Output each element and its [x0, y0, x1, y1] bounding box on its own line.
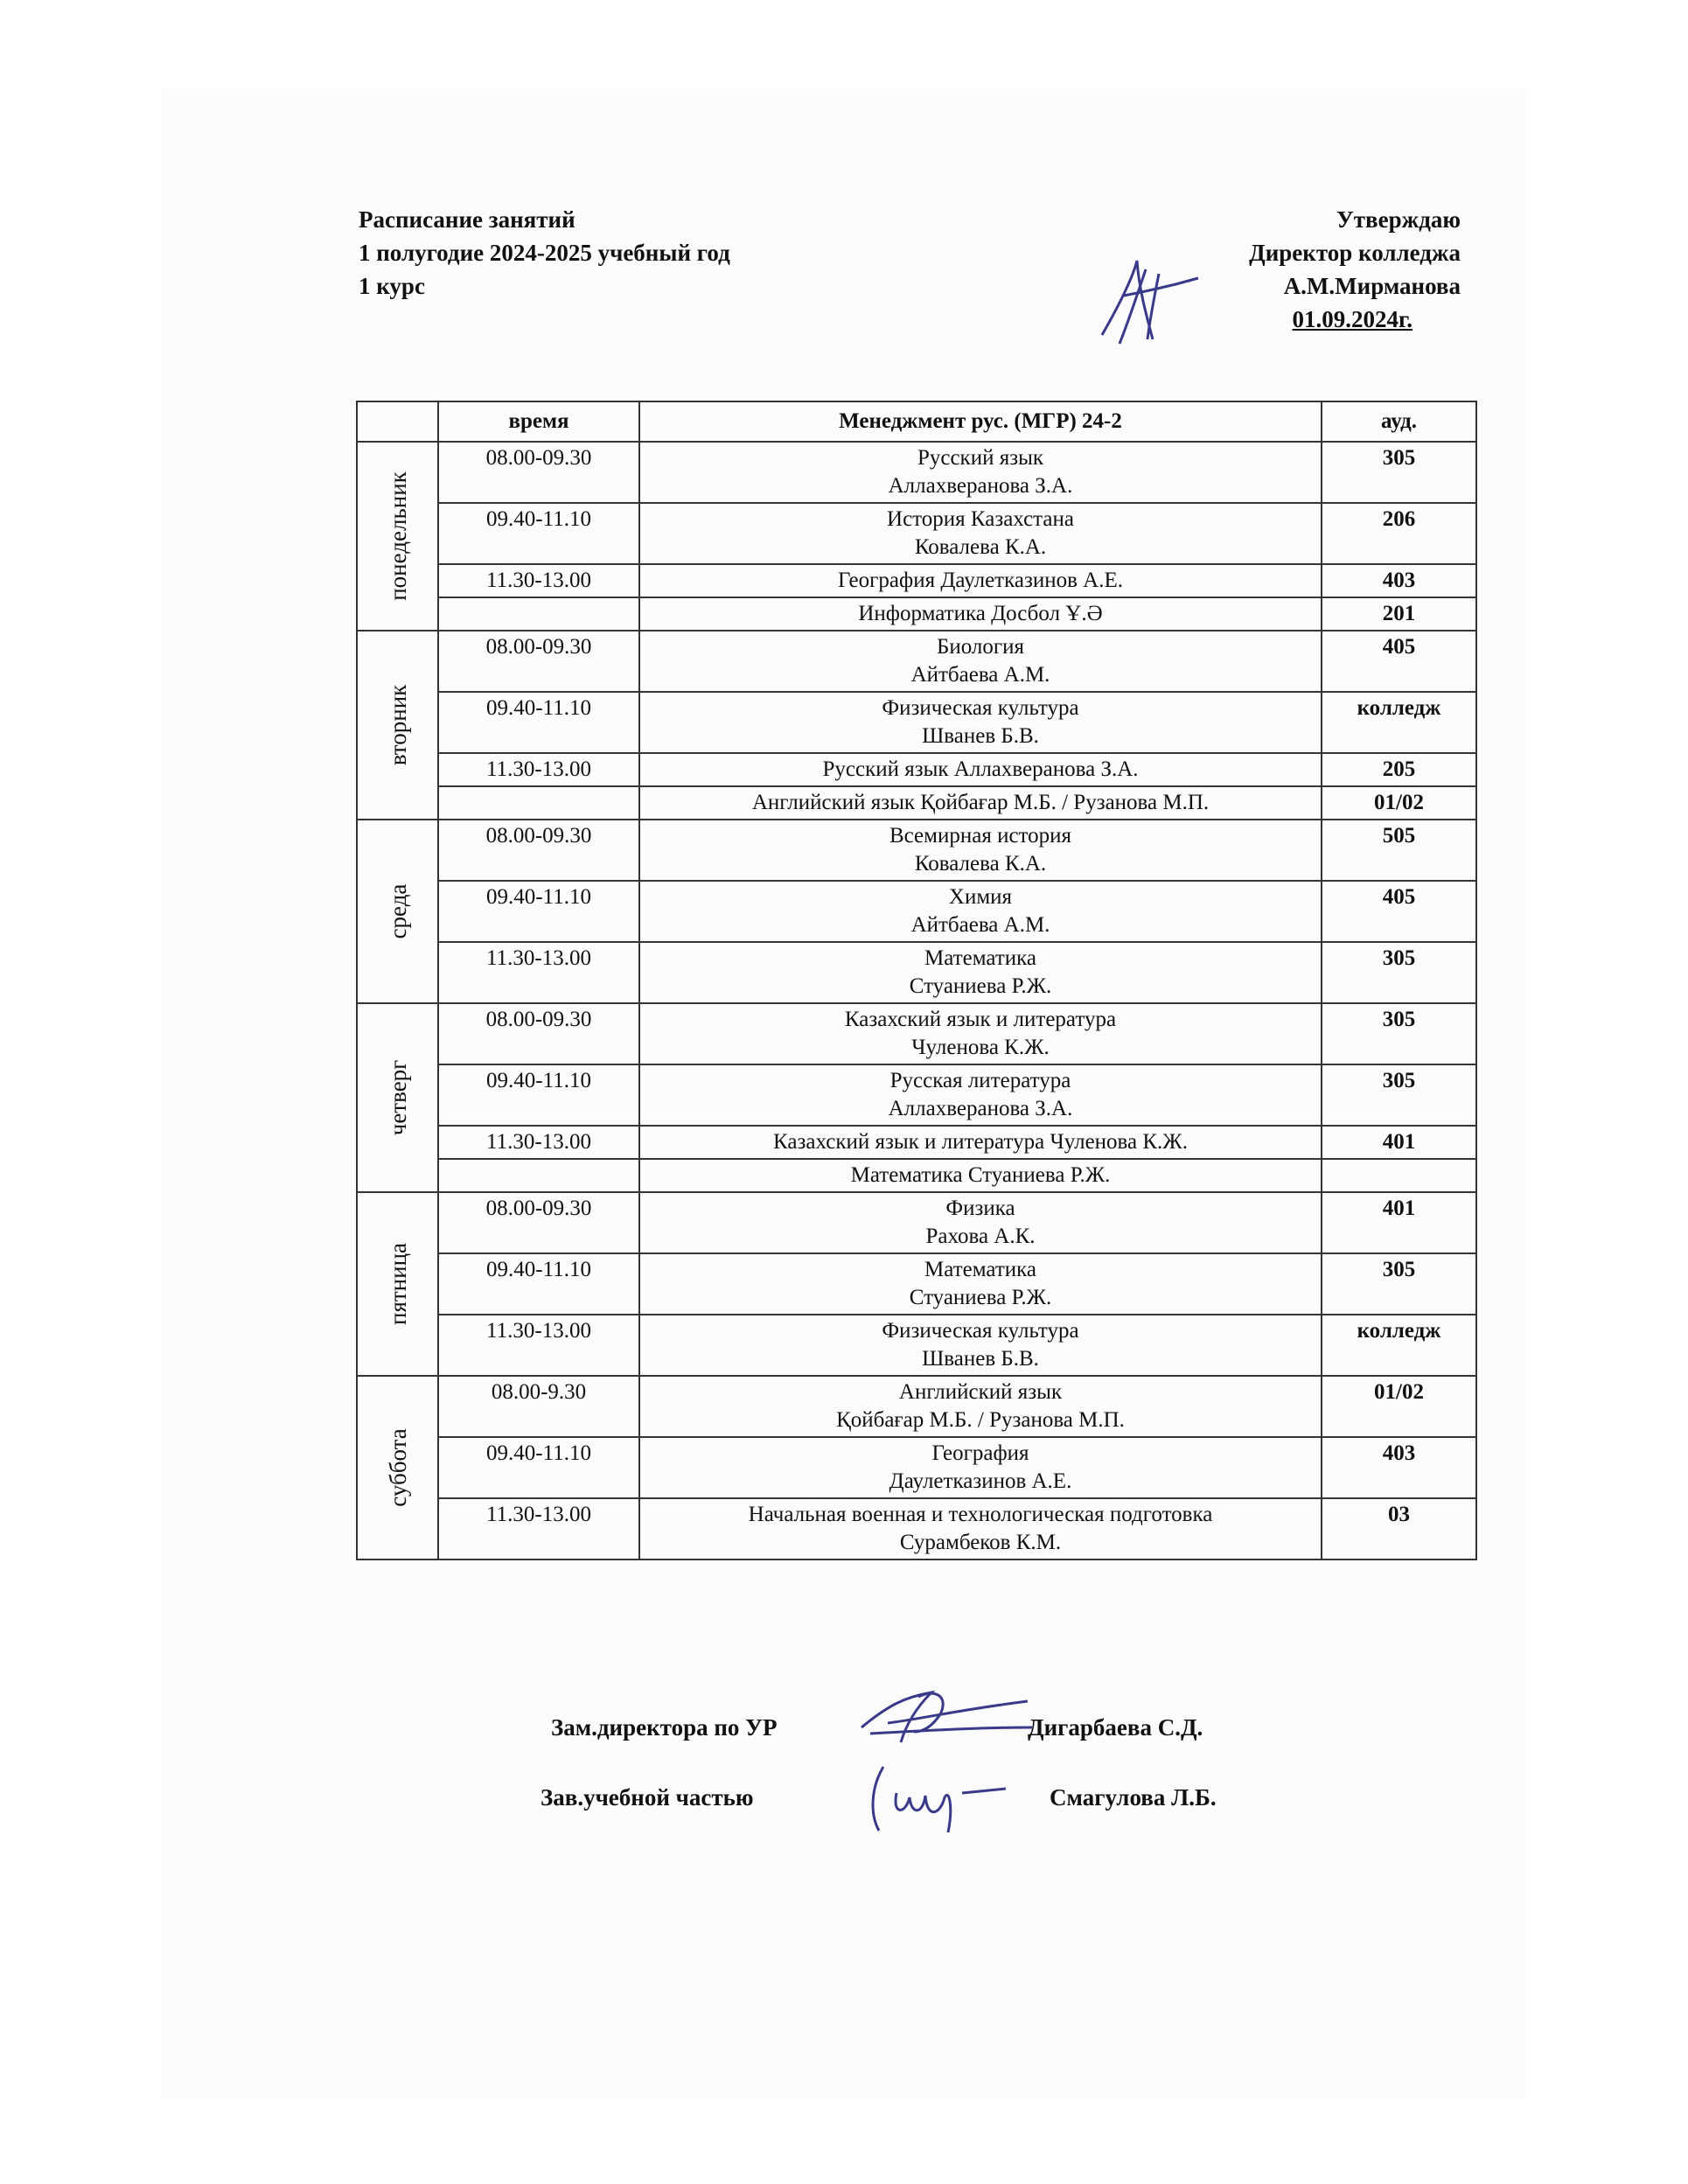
subject-cell — [639, 1253, 1322, 1315]
schedule-row — [357, 1253, 1476, 1315]
room-cell: колледж — [1322, 692, 1476, 753]
day-cell — [357, 442, 438, 631]
teacher-text: Ковалева К.А. — [914, 535, 1047, 559]
room-cell: 401 — [1322, 1126, 1476, 1159]
subject-text: История Казахстана — [887, 507, 1074, 531]
schedule-row — [357, 881, 1476, 942]
time-cell: 11.30-13.00 — [438, 1126, 639, 1159]
day-cell — [357, 1376, 438, 1560]
schedule-heading — [359, 203, 730, 303]
day-label: вторник — [384, 684, 411, 766]
schedule-row — [357, 1498, 1476, 1560]
subject-cell — [639, 597, 1322, 631]
subject-text: География — [931, 1441, 1029, 1465]
head-signature — [857, 1754, 1015, 1837]
subject-cell — [639, 1064, 1322, 1126]
teacher-text: Стуаниева Р.Ж. — [909, 1286, 1052, 1309]
teacher-text: Айтбаева А.М. — [910, 663, 1050, 687]
time-cell: 09.40-11.10 — [438, 1064, 639, 1126]
subject-cell — [639, 1003, 1322, 1064]
deputy-signature — [853, 1679, 1036, 1749]
subject-text: Начальная военная и технологическая подготовка — [748, 1503, 1213, 1526]
time-cell: 08.00-09.30 — [438, 631, 639, 692]
head-title: Зав.учебной частью — [541, 1784, 754, 1811]
subject-text: Казахский язык и литература — [844, 1008, 1117, 1031]
subject-cell — [639, 1159, 1322, 1192]
room-cell: 205 — [1322, 753, 1476, 786]
room-cell: 201 — [1322, 597, 1476, 631]
room-cell: 305 — [1322, 942, 1476, 1003]
room-cell: 305 — [1322, 442, 1476, 503]
subject-text: Математика — [924, 1258, 1036, 1281]
subject-cell — [639, 1437, 1322, 1498]
schedule-row — [357, 1126, 1476, 1159]
time-cell: 11.30-13.00 — [438, 753, 639, 786]
time-cell: 11.30-13.00 — [438, 1498, 639, 1560]
room-cell: 305 — [1322, 1253, 1476, 1315]
schedule-row — [357, 753, 1476, 786]
schedule-row — [357, 786, 1476, 820]
heading-line-3: 1 курс — [359, 273, 425, 299]
time-cell: 09.40-11.10 — [438, 503, 639, 564]
room-column-header: ауд. — [1322, 401, 1476, 442]
room-cell: 305 — [1322, 1003, 1476, 1064]
subject-cell — [639, 1315, 1322, 1376]
subject-text: Русский язык — [917, 446, 1044, 470]
room-cell: 03 — [1322, 1498, 1476, 1560]
room-cell: 405 — [1322, 881, 1476, 942]
subject-text: Информатика Досбол Ұ.Ә — [858, 602, 1103, 625]
subject-cell — [639, 503, 1322, 564]
subject-cell — [639, 1192, 1322, 1253]
subject-cell — [639, 820, 1322, 881]
time-cell: 09.40-11.10 — [438, 1253, 639, 1315]
teacher-text: Аллахверанова З.А. — [888, 1097, 1073, 1120]
room-cell: 505 — [1322, 820, 1476, 881]
subject-cell — [639, 942, 1322, 1003]
room-cell — [1322, 1159, 1476, 1192]
subject-text: Биология — [936, 635, 1024, 659]
schedule-row — [357, 442, 1476, 503]
director-signature — [1085, 252, 1207, 348]
time-cell: 08.00-09.30 — [438, 820, 639, 881]
time-cell: 09.40-11.10 — [438, 1437, 639, 1498]
schedule-row — [357, 631, 1476, 692]
day-cell — [357, 631, 438, 820]
schedule-row — [357, 692, 1476, 753]
subject-text: Английский язык — [898, 1380, 1063, 1404]
group-column-header: Менеджмент рус. (МГР) 24-2 — [639, 401, 1322, 442]
time-cell: 11.30-13.00 — [438, 942, 639, 1003]
teacher-text: Шванев Б.В. — [922, 724, 1039, 748]
room-cell: 01/02 — [1322, 786, 1476, 820]
teacher-text: Чуленова К.Ж. — [911, 1036, 1050, 1059]
approval-date: 01.09.2024г. — [1292, 306, 1412, 332]
subject-cell — [639, 786, 1322, 820]
subject-text: Английский язык Қойбағар М.Б. / Рузанова М.П. — [751, 791, 1210, 814]
schedule-row — [357, 1003, 1476, 1064]
subject-cell — [639, 881, 1322, 942]
head-name: Смагулова Л.Б. — [1050, 1784, 1217, 1811]
room-cell: 403 — [1322, 564, 1476, 597]
teacher-text: Даулетказинов А.Е. — [889, 1469, 1072, 1493]
room-cell: 206 — [1322, 503, 1476, 564]
day-label: пятница — [384, 1243, 411, 1325]
approve-label: Утверждаю — [1336, 206, 1461, 233]
subject-cell — [639, 442, 1322, 503]
day-cell — [357, 1003, 438, 1192]
time-cell: 08.00-09.30 — [438, 1192, 639, 1253]
heading-line-1: Расписание занятий — [359, 206, 575, 233]
schedule-table — [356, 401, 1477, 1560]
schedule-row — [357, 1159, 1476, 1192]
time-cell: 09.40-11.10 — [438, 692, 639, 753]
teacher-text: Аллахверанова З.А. — [888, 474, 1073, 498]
teacher-text: Шванев Б.В. — [922, 1347, 1039, 1371]
schedule-row — [357, 1437, 1476, 1498]
day-label: четверг — [384, 1059, 411, 1136]
room-cell: колледж — [1322, 1315, 1476, 1376]
teacher-text: Ковалева К.А. — [914, 852, 1047, 876]
teacher-text: Сурамбеков К.М. — [899, 1531, 1062, 1554]
day-cell — [357, 1192, 438, 1376]
subject-text: Физика — [945, 1197, 1015, 1220]
time-cell: 08.00-09.30 — [438, 1003, 639, 1064]
schedule-row — [357, 564, 1476, 597]
deputy-title: Зам.директора по УР — [551, 1714, 778, 1741]
subject-text: Русский язык Аллахверанова З.А. — [822, 757, 1139, 781]
room-cell: 405 — [1322, 631, 1476, 692]
schedule-row — [357, 1192, 1476, 1253]
heading-line-2: 1 полугодие 2024-2025 учебный год — [359, 240, 730, 266]
subject-text: География Даулетказинов А.Е. — [838, 569, 1123, 592]
teacher-text: Айтбаева А.М. — [910, 913, 1050, 937]
subject-text: Физическая культура — [882, 696, 1079, 720]
subject-text: Всемирная история — [889, 824, 1072, 848]
subject-cell — [639, 631, 1322, 692]
director-name: А.М.Мирманова — [1283, 273, 1461, 299]
time-cell: 11.30-13.00 — [438, 1315, 639, 1376]
room-cell: 305 — [1322, 1064, 1476, 1126]
time-cell: 08.00-9.30 — [438, 1376, 639, 1437]
day-label: понедельник — [384, 471, 411, 601]
subject-text: Математика Стуаниева Р.Ж. — [850, 1163, 1111, 1187]
subject-text: Казахский язык и литература Чуленова К.Ж. — [773, 1130, 1188, 1154]
subject-cell — [639, 1498, 1322, 1560]
schedule-row — [357, 820, 1476, 881]
time-cell — [438, 1159, 639, 1192]
time-cell: 11.30-13.00 — [438, 564, 639, 597]
room-cell: 401 — [1322, 1192, 1476, 1253]
table-header-row — [357, 401, 1476, 442]
time-cell: 08.00-09.30 — [438, 442, 639, 503]
subject-cell — [639, 753, 1322, 786]
subject-text: Математика — [924, 946, 1036, 970]
subject-cell — [639, 1126, 1322, 1159]
time-column-header: время — [438, 401, 639, 442]
time-cell: 09.40-11.10 — [438, 881, 639, 942]
teacher-text: Қойбағар М.Б. / Рузанова М.П. — [836, 1408, 1125, 1432]
teacher-text: Стуаниева Р.Ж. — [909, 974, 1052, 998]
day-label: среда — [384, 883, 411, 939]
schedule-row — [357, 503, 1476, 564]
room-cell: 01/02 — [1322, 1376, 1476, 1437]
subject-cell — [639, 1376, 1322, 1437]
subject-text: Химия — [948, 885, 1013, 909]
subject-cell — [639, 692, 1322, 753]
director-title: Директор колледжа — [1249, 240, 1461, 266]
room-cell: 403 — [1322, 1437, 1476, 1498]
schedule-row — [357, 1315, 1476, 1376]
time-cell — [438, 786, 639, 820]
schedule-row — [357, 1064, 1476, 1126]
subject-text: Физическая культура — [882, 1319, 1079, 1343]
schedule-row — [357, 597, 1476, 631]
day-column-header — [357, 401, 438, 442]
schedule-row — [357, 942, 1476, 1003]
teacher-text: Рахова А.К. — [925, 1225, 1036, 1248]
day-cell — [357, 820, 438, 1003]
deputy-name: Дигарбаева С.Д. — [1028, 1714, 1203, 1741]
subject-text: Русская литература — [889, 1069, 1071, 1092]
day-label: суббота — [384, 1428, 411, 1507]
time-cell — [438, 597, 639, 631]
schedule-row — [357, 1376, 1476, 1437]
subject-cell — [639, 564, 1322, 597]
